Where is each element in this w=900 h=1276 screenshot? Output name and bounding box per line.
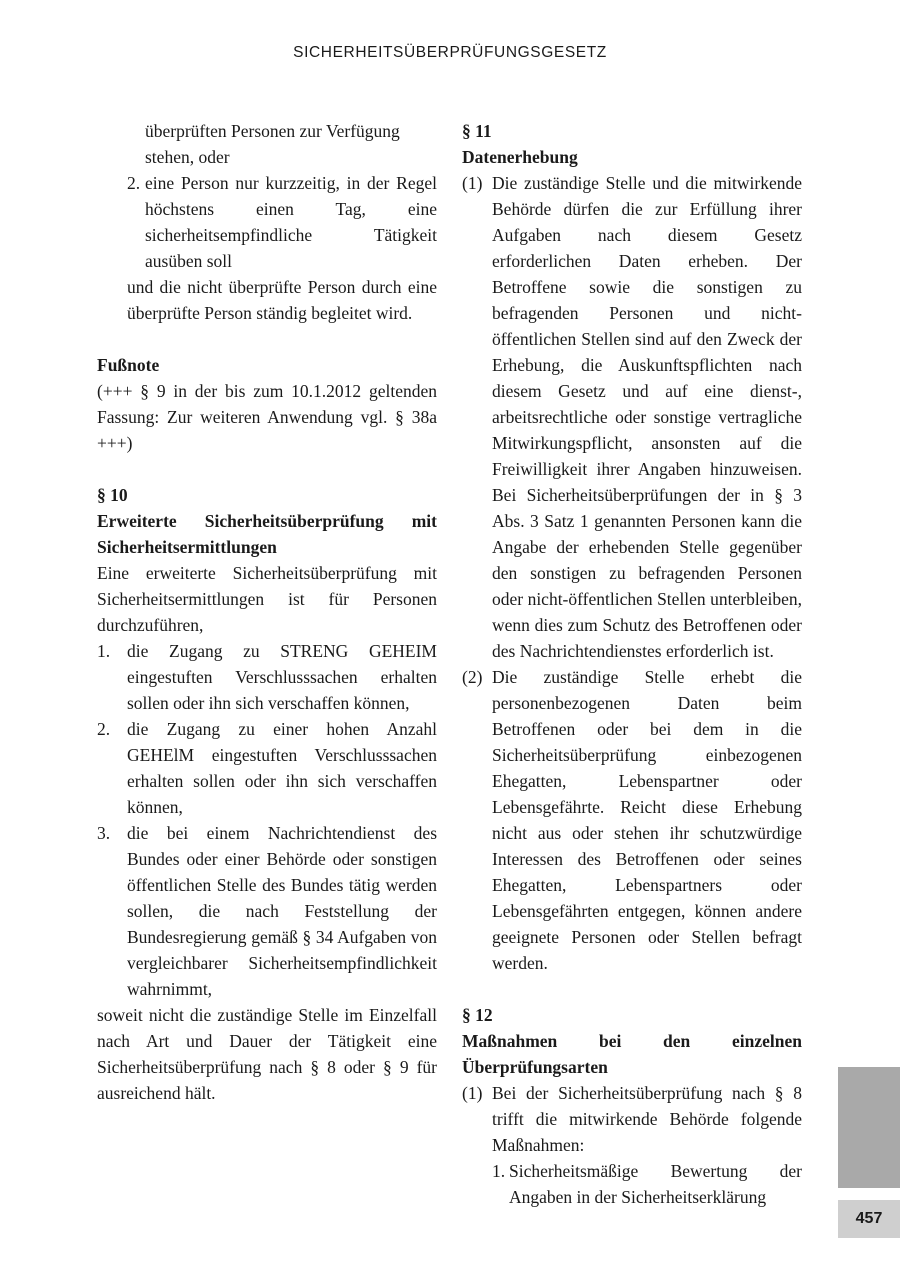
item-text: die bei einem Nachrichtendienst des Bundes oder einer Behörde oder sonstigen öffentlichen Stelle des Bundes tätig werden sollen, die nach Feststellung der Bundesregierung gemäß § 34 Aufgaben von vergleichbarer Sicherheitsempfindlichkeit wahrnimmt,	[127, 823, 437, 999]
paragraph-item	[462, 1080, 802, 1158]
paragraph-number: (1)	[462, 173, 483, 193]
section-12-title: Maßnahmen bei den einzelnen Überprüfungsarten	[462, 1031, 802, 1077]
list-item	[97, 716, 437, 820]
paragraph-item	[462, 170, 802, 664]
chapter-thumb-tab	[838, 1067, 900, 1188]
paragraph-text: Die zuständige Stelle erhebt die personenbezogenen Daten beim Betroffenen oder bei dem in die Sicherheitsüberprüfung einbezogenen Ehegatten, Lebenspartner oder Lebensgefährte. Reicht diese Erhebung nicht aus oder stehen ihr schutzwürdige Interessen des Betroffenen oder seines Ehegatten, Lebenspartners oder Lebensgefährten entgegen, können andere geeignete Personen oder Stellen befragt werden.	[492, 667, 802, 973]
paragraph-item	[462, 664, 802, 976]
item-number: 1.	[97, 641, 111, 661]
page-number: 457	[838, 1200, 900, 1238]
list-item	[97, 638, 437, 716]
section-11-title: Datenerhebung	[462, 147, 578, 167]
continued-tail: und die nicht überprüfte Person durch eine überprüfte Person ständig begleitet wird.	[127, 277, 437, 323]
sub-item	[492, 1158, 802, 1210]
footnote-heading: Fußnote	[97, 355, 160, 375]
continued-item-1-line: überprüften Personen zur Verfügung	[145, 121, 400, 141]
item-number: 3.	[97, 823, 111, 843]
left-column	[97, 118, 437, 1106]
section-10-title: Erweiterte Sicherheitsüberprüfung mit Sicherheitsermittlungen	[97, 511, 437, 557]
section-12-number: § 12	[462, 1005, 493, 1025]
footnote-text: (+++ § 9 in der bis zum 10.1.2012 geltenden Fassung: Zur weiteren Anwendung vgl. § 38a +++)	[97, 381, 437, 453]
paragraph-text: Bei der Sicherheitsüberprüfung nach § 8 trifft die mitwirkende Behörde folgende Maßnahmen:	[492, 1083, 802, 1155]
list-item	[97, 820, 437, 1002]
continued-item-1	[145, 118, 437, 170]
item-text: die Zugang zu einer hohen Anzahl GEHElM eingestuften Verschlusssachen erhalten sollen oder ihn sich verschaffen können,	[127, 719, 437, 817]
item-number: 2.	[127, 173, 141, 193]
section-10-number: § 10	[97, 485, 128, 505]
item-number: 2.	[97, 719, 111, 739]
item-text: die Zugang zu STRENG GEHEIM eingestuften Verschlusssachen erhalten sollen oder ihn sich verschaffen können,	[127, 641, 437, 713]
paragraph-number: (2)	[462, 667, 483, 687]
section-11-number: § 11	[462, 121, 492, 141]
item-text: Sicherheitsmäßige Bewertung der Angaben in der Sicherheitserklärung	[509, 1161, 802, 1207]
section-10-tail: soweit nicht die zuständige Stelle im Einzelfall nach Art und Dauer der Tätigkeit eine Sicherheitsüberprüfung nach § 8 oder § 9 für ausreichend hält.	[97, 1005, 437, 1103]
paragraph-number: (1)	[462, 1083, 483, 1103]
continued-item-1-line: stehen, oder	[145, 147, 230, 167]
paragraph-text: Die zuständige Stelle und die mitwirkende Behörde dürfen die zur Erfüllung ihrer Aufgaben nach diesem Gesetz erforderlichen Daten erheben. Der Betroffene sowie die sonstigen zu befragenden Personen und nicht-öffentlichen Stellen sind auf den Zweck der Erhebung, die Auskunftspflichten nach diesem Gesetz und auf eine dienst-, arbeitsrechtliche oder sonstige vertragliche Mitwirkungspflicht, ansonsten auf die Freiwilligkeit ihrer Angaben hinzuweisen. Bei Sicherheitsüberprüfungen der in § 3 Abs. 3 Satz 1 genannten Personen kann die Angabe der erhebenden Stelle gegenüber den sonstigen zu befragenden Personen oder nicht-öffentlichen Stellen unterbleiben, wenn dies zum Schutz des Betroffenen oder des Nachrichtendienstes erforderlich ist.	[492, 173, 802, 661]
item-text: eine Person nur kurzzeitig, in der Regel höchstens einen Tag, eine sicherheitsempfindliche Tätigkeit ausüben soll	[145, 173, 437, 271]
right-column	[462, 118, 802, 1210]
running-header: SICHERHEITSÜBERPRÜFUNGSGESETZ	[293, 44, 607, 61]
item-number: 1.	[492, 1161, 506, 1181]
continued-item-2	[127, 170, 437, 274]
section-10-intro: Eine erweiterte Sicherheitsüberprüfung mit Sicherheitsermittlungen ist für Personen durchzuführen,	[97, 563, 437, 635]
